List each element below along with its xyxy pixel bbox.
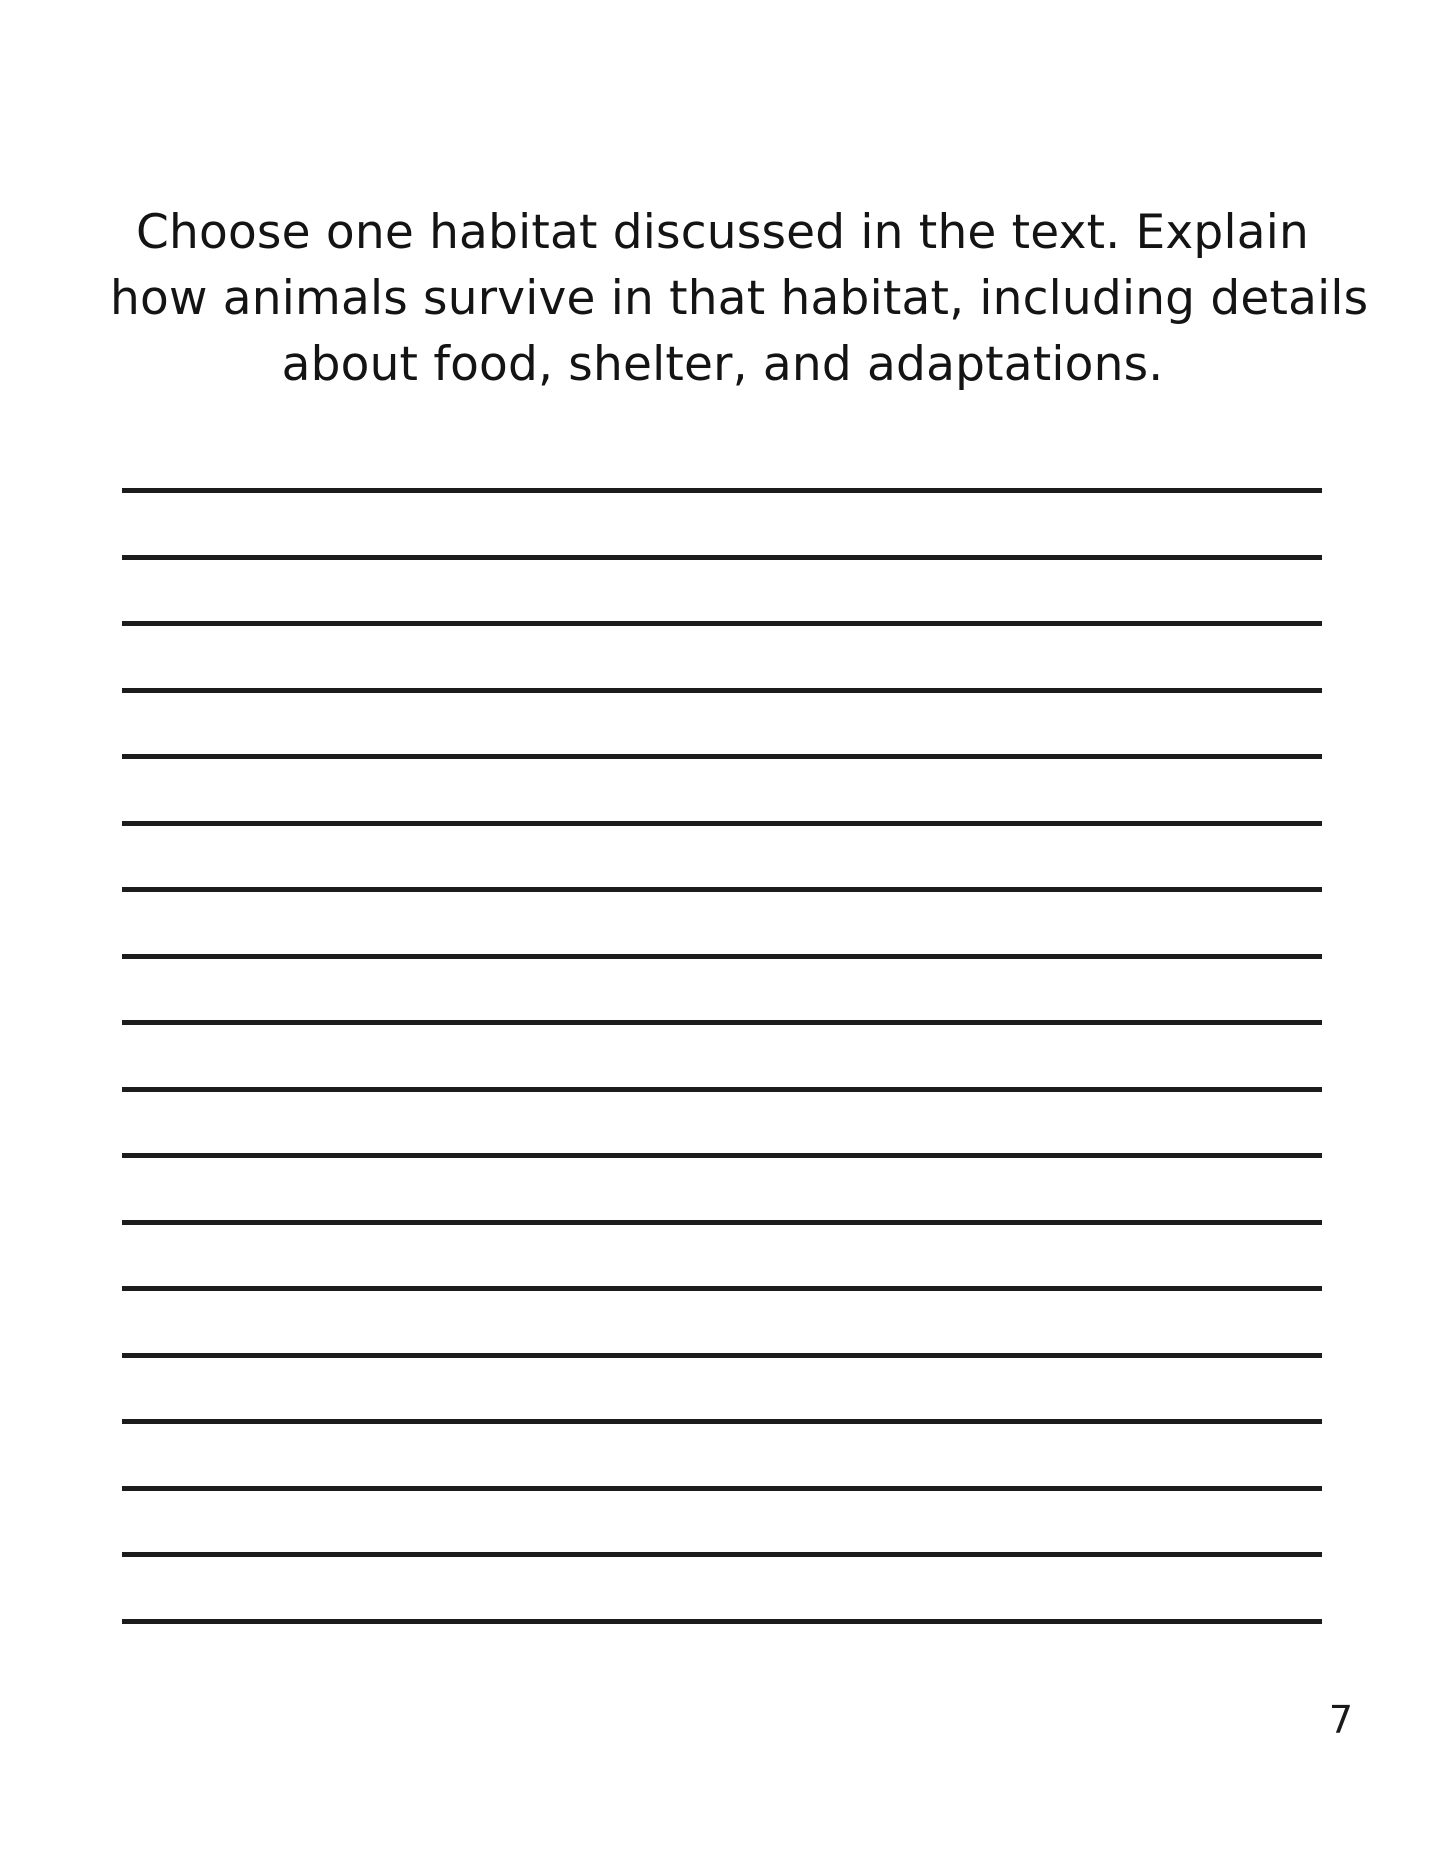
answer-line[interactable] — [122, 1220, 1322, 1225]
answer-line[interactable] — [122, 754, 1322, 759]
prompt-line-2: how animals survive in that habitat, including details — [110, 271, 1369, 326]
page-number: 7 — [1328, 1698, 1353, 1742]
answer-line[interactable] — [122, 1087, 1322, 1092]
answer-line[interactable] — [122, 555, 1322, 560]
answer-line[interactable] — [122, 1552, 1322, 1557]
answer-line[interactable] — [122, 1020, 1322, 1025]
answer-line[interactable] — [122, 688, 1322, 693]
answer-line[interactable] — [122, 1353, 1322, 1358]
answer-line[interactable] — [122, 621, 1322, 626]
prompt-line-1: Choose one habitat discussed in the text. Explain — [136, 205, 1309, 260]
answer-line[interactable] — [122, 954, 1322, 959]
answer-line[interactable] — [122, 1153, 1322, 1158]
answer-line[interactable] — [122, 1486, 1322, 1491]
answer-line[interactable] — [122, 1619, 1322, 1624]
answer-line[interactable] — [122, 1286, 1322, 1291]
answer-line[interactable] — [122, 1419, 1322, 1424]
answer-line[interactable] — [122, 887, 1322, 892]
prompt-line-3: about food, shelter, and adaptations. — [281, 337, 1164, 392]
answer-lines — [122, 0, 1322, 1871]
answer-line[interactable] — [122, 488, 1322, 493]
answer-line[interactable] — [122, 821, 1322, 826]
